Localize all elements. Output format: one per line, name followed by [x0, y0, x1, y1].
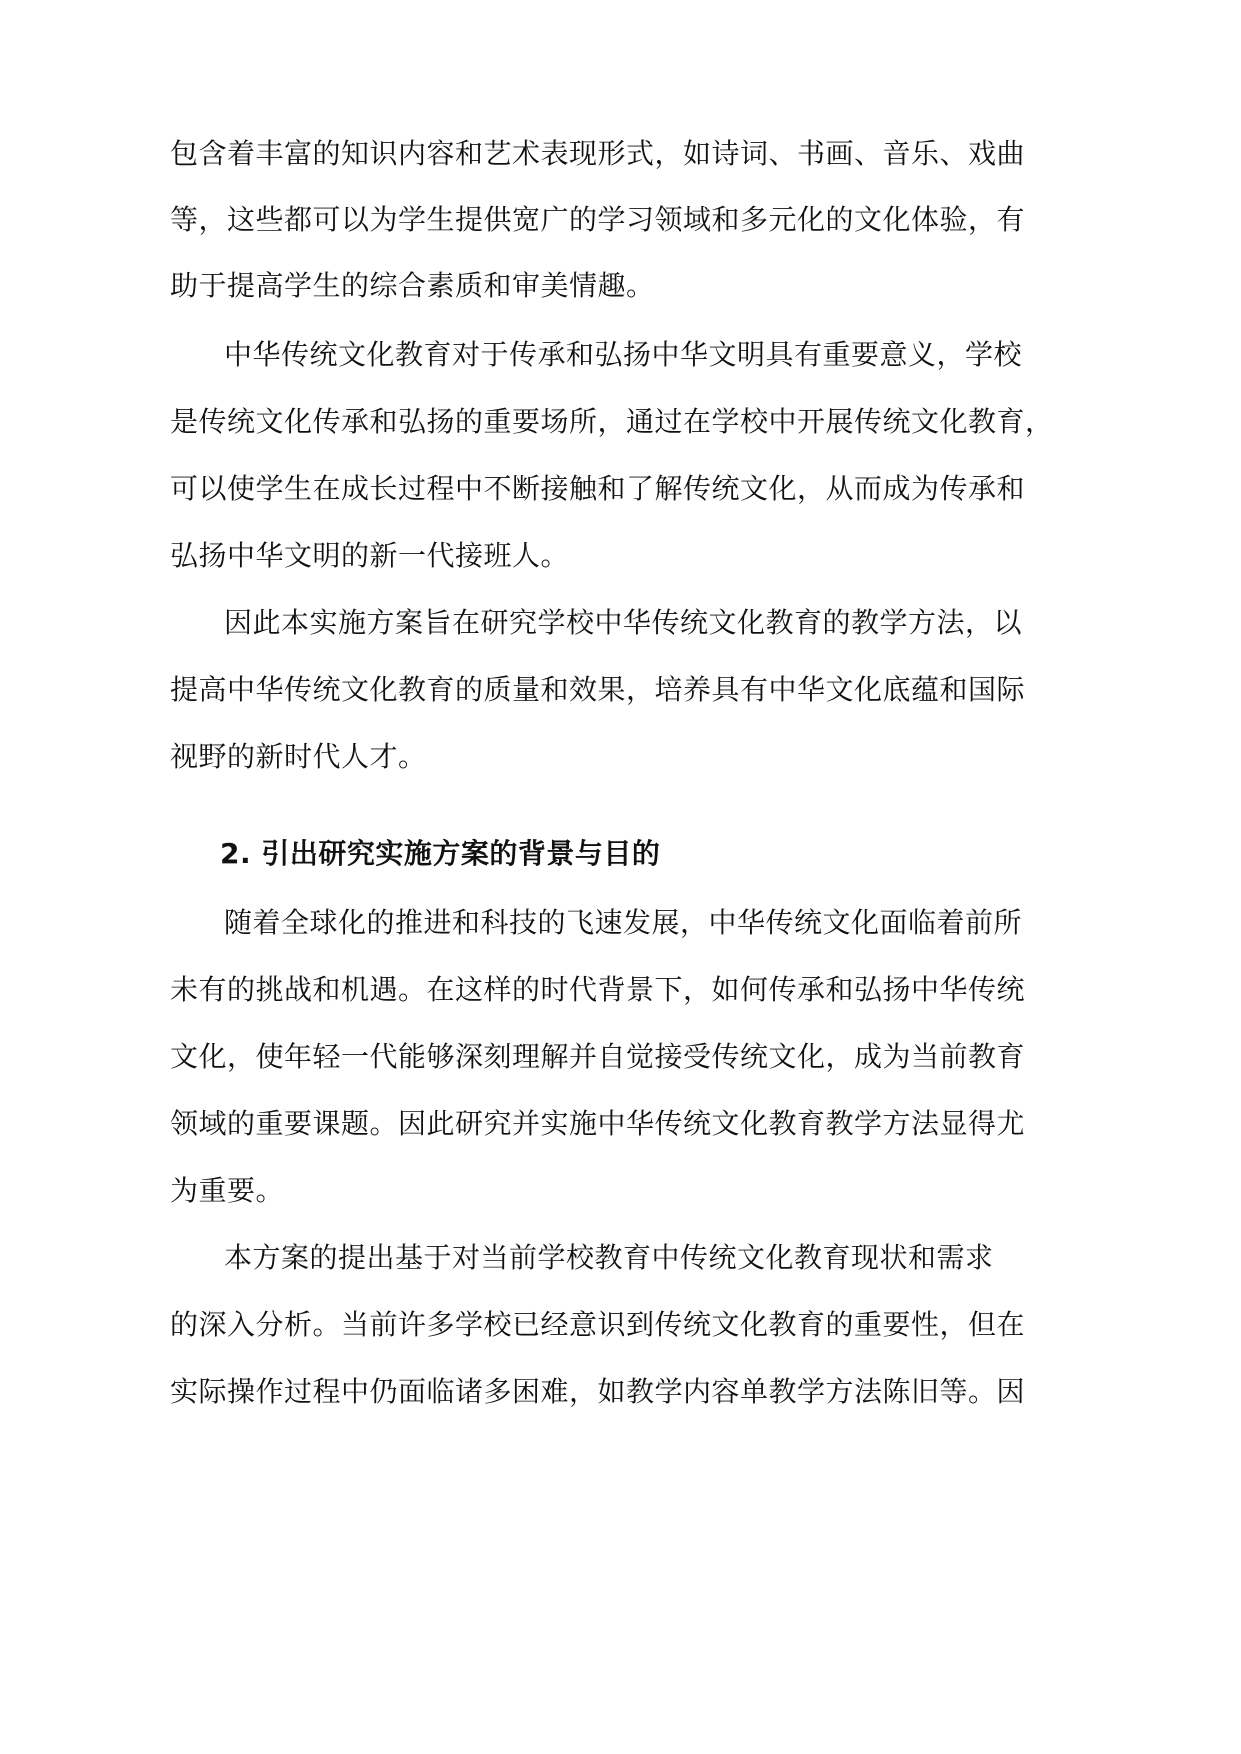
paragraph-2-line-3: 可以使学生在成长过程中不断接触和了解传统文化，从而成为传承和: [170, 472, 1026, 505]
paragraph-2-line-2: 是传统文化传承和弘扬的重要场所，通过在学校中开展传统文化教育，: [170, 405, 1054, 438]
paragraph-3-line-2: 提高中华传统文化教育的质量和效果，培养具有中华文化底蕴和国际: [170, 673, 1026, 706]
paragraph-4-line-1: 随着全球化的推进和科技的飞速发展，中华传统文化面临着前所: [224, 906, 1023, 939]
paragraph-5-line-3: 实际操作过程中仍面临诸多困难，如教学内容单教学方法陈旧等。因: [170, 1375, 1026, 1408]
paragraph-4-line-5: 为重要。: [170, 1174, 285, 1207]
paragraph-5-line-1: 本方案的提出基于对当前学校教育中传统文化教育现状和需求: [224, 1241, 994, 1274]
paragraph-2-line-4: 弘扬中华文明的新一代接班人。: [170, 539, 570, 572]
paragraph-1-line-3: 助于提高学生的综合素质和审美情趣。: [170, 269, 655, 302]
section-heading: 2. 引出研究实施方案的背景与目的: [220, 837, 661, 870]
paragraph-1-line-1: 包含着丰富的知识内容和艺术表现形式，如诗词、书画、音乐、戏曲: [170, 137, 1026, 170]
paragraph-4-line-3: 文化，使年轻一代能够深刻理解并自觉接受传统文化，成为当前教育: [170, 1040, 1026, 1073]
paragraph-4-line-2: 未有的挑战和机遇。在这样的时代背景下，如何传承和弘扬中华传统: [170, 973, 1026, 1006]
paragraph-2-line-1: 中华传统文化教育对于传承和弘扬中华文明具有重要意义，学校: [224, 338, 1023, 371]
paragraph-3-line-1: 因此本实施方案旨在研究学校中华传统文化教育的教学方法，以: [224, 606, 1023, 639]
paragraph-3-line-3: 视野的新时代人才。: [170, 740, 427, 773]
paragraph-5-line-2: 的深入分析。当前许多学校已经意识到传统文化教育的重要性，但在: [170, 1308, 1026, 1341]
paragraph-4-line-4: 领域的重要课题。因此研究并实施中华传统文化教育教学方法显得尤: [170, 1107, 1026, 1140]
paragraph-1-line-2: 等，这些都可以为学生提供宽广的学习领域和多元化的文化体验，有: [170, 203, 1026, 236]
